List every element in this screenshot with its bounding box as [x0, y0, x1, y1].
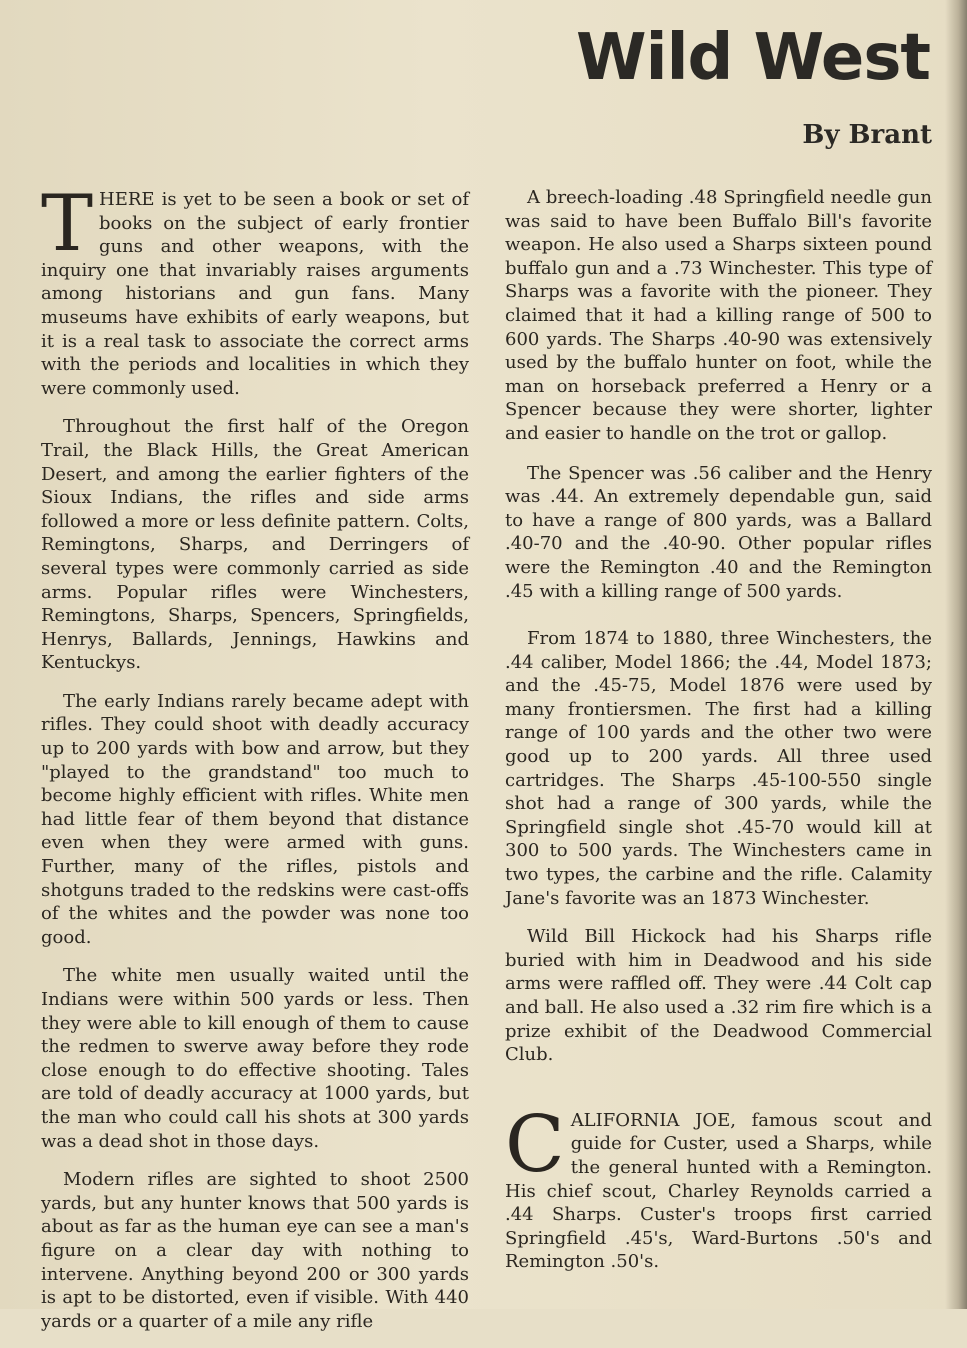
- paragraph: Modern rifles are sighted to shoot 2500 yards, but any hunter knows that 500 yards is about as far as the human eye can see a man's figure on a clear day with nothing to intervene. Anything beyond 200 or 300 yards is apt to be distorted, even if visible. With 440 yards or a quarter of a mile any rifle: [41, 1169, 469, 1332]
- drop-cap-letter: C: [505, 1099, 565, 1190]
- article-byline: By Brant: [802, 120, 932, 150]
- paragraph: The early Indians rarely became adept with rifles. They could shoot with deadly accuracy up to 200 yards with bow and arrow, but they "played to the grandstand" too much to become highly efficient with rifles. White men had little fear of them beyond that distance even when they were armed with guns. Further, many of the rifles, pistols and shotguns traded to the redskins were cast-offs of the whites and the powder was none too good.: [41, 690, 469, 948]
- left-column: [41, 179, 469, 1348]
- paragraph: The Spencer was .56 caliber and the Henry was .44. An extremely dependable gun, said to have a range of 800 yards, was a Ballard .40-70 and the .40-90. Other popular rifles were the Remington .40 and the Remington .45 with a killing range of 500 yards.: [505, 462, 932, 602]
- paragraph-text: ALIFORNIA JOE, famous scout and guide for Custer, used a Sharps, while the general hunted with a Remington. His chief scout, Charley Reynolds carried a .44 Sharps. Custer's troops first carried Springfield .45's, Ward-Burtons .50's and Remington .50's.: [505, 1109, 932, 1273]
- paragraph-intro: [41, 179, 469, 400]
- paragraph: Throughout the first half of the Oregon Trail, the Black Hills, the Great American Desert, and among the earlier fighters of the Sioux Indians, the rifles and side arms followed a more or less definite pattern. Colts, Remingtons, Sharps, and Derringers of several types were commonly carried as side arms. Popular rifles were Winchesters, Remingtons, Sharps, Spencers, Springfields, Henrys, Ballards, Jennings, Hawkins and Kentuckys.: [41, 416, 469, 674]
- paragraph-section-start: [505, 1099, 932, 1274]
- drop-cap-letter: T: [41, 179, 94, 269]
- paragraph: From 1874 to 1880, three Winchesters, the .44 caliber, Model 1866; the .44, Model 1873; and the .45-75, Model 1876 were used by many frontiersmen. The first had a killing range of 100 yards and the other two were good up to 200 yards. All three used cartridges. The Sharps .45-100-550 single shot had a range of 300 yards, while the Springfield single shot .45-70 would kill at 300 to 500 yards. The Winchesters came in two types, the carbine and the rifle. Calamity Jane's favorite was an 1873 Winchester.: [505, 628, 932, 909]
- paragraph: A breech-loading .48 Springfield needle gun was said to have been Buffalo Bill's favorite weapon. He also used a Sharps sixteen pound buffalo gun and a .73 Winchester. This type of Sharps was a favorite with the pioneer. They claimed that it had a killing range of 500 to 600 yards. The Sharps .40-90 was extensively used by the buffalo hunter on foot, while the man on horseback preferred a Henry or a Spencer because they were shorter, lighter and easier to handle on the trot or gallop.: [505, 187, 932, 444]
- paragraph: The white men usually waited until the Indians were within 500 yards or less. Then they were able to kill enough of them to cause the redmen to swerve away before they rode close enough to do effective shooting. Tales are told of deadly accuracy at 1000 yards, but the man who could call his shots at 300 yards was a dead shot in those days.: [41, 965, 469, 1152]
- page-edge-shadow: [945, 0, 967, 1309]
- right-column: [505, 186, 932, 1289]
- article-headline: Wild West: [576, 21, 930, 95]
- paragraph: Wild Bill Hickock had his Sharps rifle buried with him in Deadwood and his side arms were raffled off. They were .44 Colt cap and ball. He also used a .32 rim fire which is a prize exhibit of the Deadwood Commercial Club.: [505, 926, 932, 1066]
- paragraph-text: HERE is yet to be seen a book or set of books on the subject of early frontier guns and other weapons, with the inquiry one that invariably raises arguments among historians and gun fans. Many museums have exhibits of early weapons, but it is a real task to associate the correct arms with the periods and localities in which they were commonly used.: [41, 189, 469, 399]
